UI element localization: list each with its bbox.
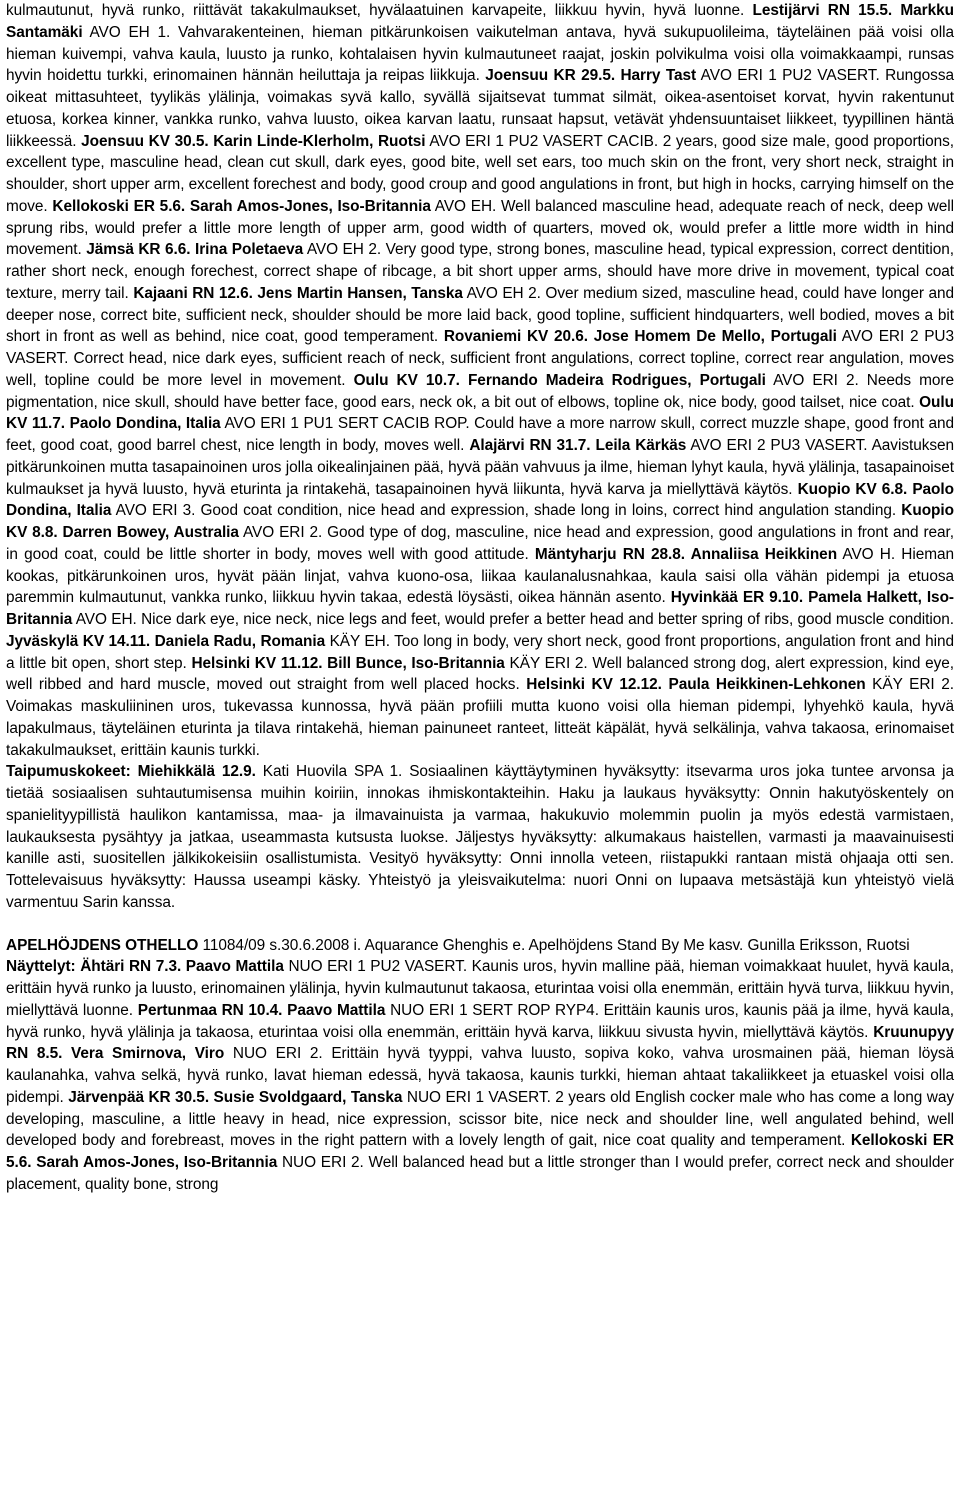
paragraph-gap bbox=[6, 914, 954, 935]
paragraph-results-previous-dog bbox=[6, 0, 954, 761]
bold-run: Kellokoski ER 5.6. Sarah Amos-Jones, Iso-Britannia bbox=[52, 197, 431, 215]
text-run: NUO ERI 1 PU2 VASERT. Kaunis uros, hyvin malline pää, hieman voimakkaat huulet, hyvä kaula, erittäin hyvä runko ja luusto, erinomainen ylälinja, hyvin kulmautunut takaosa, eturintaa voisi olla enemmän, erittäin hyvä turva, liikkuu hyvin, miellyttävä luonne. bbox=[6, 958, 954, 1019]
text-run: NUO ERI 1 VASERT. 2 years old English cocker male who has come a long way developing, masculine, a little heavy in head, nice expression, scissor bite, nice neck and shoulder line, well angulated behind, well developed body and forebreast, moves in the right pattern with a lovely length of gait, nice coat quality and temperament. bbox=[6, 1088, 955, 1150]
text-run: 11084/09 s.30.6.2008 i. Aquarance Ghenghis e. Apelhöjdens Stand By Me kasv. Gunilla Eriksson, Ruotsi bbox=[198, 936, 910, 954]
text-run: KÄY EH. Too long in body, very short neck, good front proportions, angulation front and hind a little bit open, short step. bbox=[6, 632, 954, 672]
text-run: kulmautunut, hyvä runko, riittävät takakulmaukset, hyvälaatuinen karvapeite, liikkuu hyvin, hyvä luonne. bbox=[6, 2, 753, 19]
text-run: AVO ERI 2. Needs more pigmentation, nice skull, should have better face, good ears, neck ok, a bit out of elbows, topline ok, nice body, good tailset, nice coat. bbox=[6, 371, 954, 411]
text-run: AVO H. Hieman kookas, pitkärunkoinen uros, hyvät pään linjat, vahva kuono-osa, liikaa kaulanalusnahkaa, kaula saisi olla vähän pidempi ja etuosa paremmin kulmautunut, vankka runko, liikkuu hyvin takaa, edestä löysästi, oikea hännän asento. bbox=[6, 545, 954, 607]
text-run: KÄY ERI 2. Voimakas maskuliininen uros, tukevassa kunnossa, hyvä pään profiili mutta kuono voisi olla hieman pidempi, lyhyehkö kaula, hyvä lapakulmaus, täyteläinen eturinta ja tilava rintakehä, hieman painuneet ranteet, litteät käpälät, hyvä selkälinja, vahva takaosa, erinomaiset takakulmaukset, erittäin kaunis turkki. bbox=[6, 676, 954, 759]
text-run: AVO ERI 3. Good coat condition, nice head and expression, shade long in loins, correct hind angulation standing. bbox=[111, 502, 902, 520]
bold-run: Mäntyharju RN 28.8. Annaliisa Heikkinen bbox=[534, 545, 838, 563]
bold-run: Jyväskylä KV 14.11. Daniela Radu, Romania bbox=[6, 632, 326, 650]
bold-run: Hyvinkää ER 9.10. Pamela Halkett, Iso-Britannia bbox=[6, 589, 954, 628]
paragraph-dog-heading bbox=[6, 935, 954, 957]
paragraph-aptitude-test bbox=[6, 761, 954, 913]
bold-run: Jämsä KR 6.6. Irina Poletaeva bbox=[86, 241, 304, 259]
bold-run: Kruunupyy RN 8.5. Vera Smirnova, Viro bbox=[6, 1023, 954, 1063]
bold-run: Alajärvi RN 31.7. Leila Kärkäs bbox=[469, 437, 687, 454]
text-run: AVO EH 1. Vahvarakenteinen, hieman pitkärunkoisen vaikutelman antava, hyvä sukupuolileima, täyteläinen pää voisi olla hieman kuivempi, vahva kaula, luusto ja runko, kohtalaisen hyvin kulmautuneet raajat, joskin polvikulma voisi olla voimakkaampi, runsas hyvin hoidettu turkki, erinomainen hännän heiluttaja ja reipas liikkuja. bbox=[6, 23, 954, 85]
bold-run: Rovaniemi KV 20.6. Jose Homem De Mello, Portugali bbox=[443, 328, 837, 346]
text-run: NUO ERI 2. Erittäin hyvä tyyppi, vahva luusto, sopiva koko, vahva urosmainen pää, hieman löysä kaulanahka, vahva selkä, hyvä runko, lavat hieman edessä, hyvä takaosa, kaunis turkki, hieman ahtaat takaliikkeet ja etuaskel voisi olla pidempi. bbox=[6, 1045, 955, 1106]
text-run: AVO EH 2. Over medium sized, masculine head, could have longer and deeper nose, correct bite, sufficient neck, shoulder should be more laid back, good topline, sufficient hindquarters, well bodied, moves a bit short in front as well as behind, nice coat, good temperament. bbox=[6, 284, 954, 346]
bold-run: Oulu KV 10.7. Fernando Madeira Rodrigues, Portugali bbox=[353, 371, 766, 389]
text-run: KÄY ERI 2. Well balanced strong dog, alert expression, kind eye, well ribbed and hard muscle, moved out straight from well placed hocks. bbox=[6, 654, 955, 694]
text-run: AVO ERI 1 PU2 VASERT. Rungossa oikeat mittasuhteet, tyylikäs ylälinja, voimakas syvä kallo, syvällä sijaitsevat tummat silmät, oikea-asentoiset korvat, hyvin rakentunut etuosa, korkea kinner, vankka runko, vahva luusto, oikea karvan laatu, runsaat hapsut, vetävät yhdensuuntaiset liikkeet, tyypillinen häntä liikkeessä. bbox=[6, 67, 954, 150]
bold-run: Taipumuskokeet: Miehikkälä 12.9. bbox=[6, 763, 256, 781]
bold-run: Järvenpää KR 30.5. Susie Svoldgaard, Tanska bbox=[68, 1088, 403, 1106]
text-run: Kati Huovila SPA 1. Sosiaalinen käyttäytyminen hyväksytty: itsevarma uros joka tuntee arvonsa ja tietää sosiaalisen suhtautumisensa muihin koiriin, innokas ihmiskontakteihin. Haku ja laukaus hyväksytty: Onnin hakutyöskentely on spanielityypillistä haulikon kantamissa, maa- ja ilmavainuista ja varmaa, hakukuvio molemmin puolin ja myös edestä varmistaen, laukauksesta pysähtyy ja jatkaa, useammasta kutsusta luokse. Jäljestys hyväksytty: alkumakaus haistellen, varmasti ja maavainuisesti kanille asti, suositellen jälkikokeisiin osallistumista. Vesityö hyväksytty: Onni innolla veteen, riistapukki rantaan mistä ohjaaja otti sen. Tottelevaisuus hyväksytty: Haussa useampi käsky. Yhteistyö ja yleisvaikutelma: nuori Onni on lupaava metsästäjä kun yhteistyö vielä varmentuu Sarin kanssa. bbox=[6, 763, 954, 911]
text-run: NUO ERI 2. Well balanced head but a little stronger than I would prefer, correct neck and shoulder placement, quality bone, strong bbox=[6, 1154, 954, 1193]
bold-run: APELHÖJDENS OTHELLO bbox=[6, 936, 199, 954]
bold-run: Pertunmaa RN 10.4. Paavo Mattila bbox=[137, 1001, 386, 1019]
bold-run: Lestijärvi RN 15.5. Markku Santamäki bbox=[6, 2, 954, 41]
text-run: AVO ERI 2 PU3 VASERT. Correct head, nice dark eyes, sufficient reach of neck, sufficient front angulations, correct topline, correct rear angulation, moves well, topline could be more level in movement. bbox=[6, 328, 954, 389]
text-run: AVO ERI 2. Good type of dog, masculine, nice head and expression, good angulations in front and rear, in good coat, could be little shorter in body, moves well with good attitude. bbox=[6, 524, 954, 563]
bold-run: Joensuu KR 29.5. Harry Tast bbox=[485, 67, 697, 85]
paragraph-shows-othello bbox=[6, 956, 954, 1195]
bold-run: Näyttelyt: Ähtäri RN 7.3. Paavo Mattila bbox=[6, 958, 284, 976]
text-run: AVO ERI 1 PU1 SERT CACIB ROP. Could have a more narrow skull, correct muzzle shape, good front and feet, good coat, good barrel chest, nice length in body, moves well. bbox=[6, 415, 954, 454]
bold-run: Kuopio KV 6.8. Paolo Dondina, Italia bbox=[6, 480, 954, 520]
bold-run: Helsinki KV 11.12. Bill Bunce, Iso-Britannia bbox=[191, 654, 505, 672]
text-run: AVO EH. Well balanced masculine head, adequate reach of neck, deep well sprung ribs, would prefer a little more length of upper arm, good width of quarters, moved ok, would prefer a little more width in hind movement. bbox=[6, 197, 955, 259]
text-run: AVO EH 2. Very good type, strong bones, masculine head, typical expression, correct dentition, rather short neck, enough forechest, correct shape of ribcage, a bit short upper arms, should have more drive in movement, typical coat texture, merry tail. bbox=[6, 241, 954, 302]
text-run: NUO ERI 1 SERT ROP RYP4. Erittäin kaunis uros, kaunis pää ja ilme, hyvä kaula, hyvä runko, hyvä ylälinja ja takaosa, eturintaa voisi olla enemmän, erittäin hyvä karva, liikkuu sivusta hyvin, miellyttävä käytös. bbox=[6, 1001, 954, 1041]
bold-run: Kajaani RN 12.6. Jens Martin Hansen, Tanska bbox=[133, 284, 463, 302]
bold-run: Joensuu KV 30.5. Karin Linde-Klerholm, Ruotsi bbox=[81, 132, 426, 150]
bold-run: Kellokoski ER 5.6. Sarah Amos-Jones, Iso-Britannia bbox=[6, 1132, 954, 1171]
bold-run: Kuopio KV 8.8. Darren Bowey, Australia bbox=[6, 502, 954, 541]
bold-run: Helsinki KV 12.12. Paula Heikkinen-Lehkonen bbox=[526, 676, 866, 694]
text-run: AVO EH. Nice dark eye, nice neck, nice legs and feet, would prefer a better head and better spring of ribs, good muscle condition. bbox=[72, 611, 954, 628]
text-run: AVO ERI 1 PU2 VASERT CACIB. 2 years, good size male, good proportions, excellent type, masculine head, clean cut skull, dark eyes, good bite, well set ears, too much skin on the front, very short neck, straight in shoulder, short upper arm, excellent forechest and body, good croup and good angulations in front, but high in hocks, carrying himself on the move. bbox=[6, 132, 955, 215]
text-run: AVO ERI 2 PU3 VASERT. Aavistuksen pitkärunkoinen mutta tasapainoinen uros jolla oikealinjainen pää, hyvä pään vahvuus ja ilme, hieman lyhyt kaula, hyvä ylälinja, tasapainoiset kulmaukset ja hyvä luusto, hyvä eturinta ja rintakehä, tasapainoinen hyvä liikunta, hyvä karva ja miellyttävä käytös. bbox=[6, 437, 955, 498]
bold-run: Oulu KV 11.7. Paolo Dondina, Italia bbox=[6, 393, 954, 433]
